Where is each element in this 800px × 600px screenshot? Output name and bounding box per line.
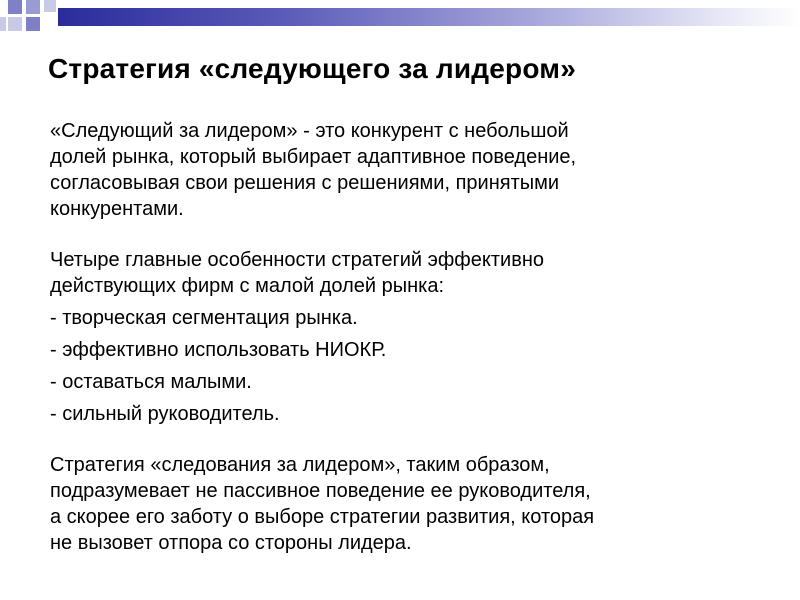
text-line: долей рынка, который выбирает адаптивное поведение, bbox=[50, 146, 577, 168]
feature-item: - эффективно использовать НИОКР. bbox=[50, 339, 387, 361]
slide-body bbox=[50, 118, 770, 556]
text-line: Стратегия «следования за лидером», таким образом, bbox=[50, 454, 550, 476]
decor-square bbox=[8, 17, 22, 31]
feature-item: - сильный руководитель. bbox=[50, 403, 280, 425]
paragraph-conclusion bbox=[50, 452, 770, 556]
slide-header-decoration bbox=[0, 0, 800, 40]
text-line: согласовывая свои решения с решениями, принятыми bbox=[50, 172, 560, 194]
decor-square bbox=[8, 0, 22, 14]
text-line: «Следующий за лидером» - это конкурент с небольшой bbox=[50, 120, 569, 142]
decor-square bbox=[26, 0, 40, 14]
paragraph-definition bbox=[50, 118, 770, 222]
text-line: а скорее его заботу о выборе стратегии развития, которая bbox=[50, 506, 595, 528]
text-line: подразумевает не пассивное поведение ее руководителя, bbox=[50, 480, 591, 502]
feature-item: - творческая сегментация рынка. bbox=[50, 307, 358, 329]
slide-title: Стратегия «следующего за лидером» bbox=[48, 53, 576, 84]
text-line: не вызовет отпора со стороны лидера. bbox=[50, 532, 412, 554]
decor-square bbox=[26, 17, 40, 31]
text-line: действующих фирм с малой долей рынка: bbox=[50, 275, 445, 297]
paragraph-features-intro bbox=[50, 247, 770, 299]
decor-square bbox=[0, 17, 6, 31]
text-line: Четыре главные особенности стратегий эффективно bbox=[50, 249, 544, 271]
text-line: конкурентами. bbox=[50, 198, 184, 220]
header-gradient-bar bbox=[58, 8, 800, 26]
feature-item: - оставаться малыми. bbox=[50, 371, 252, 393]
decor-square bbox=[44, 0, 56, 12]
